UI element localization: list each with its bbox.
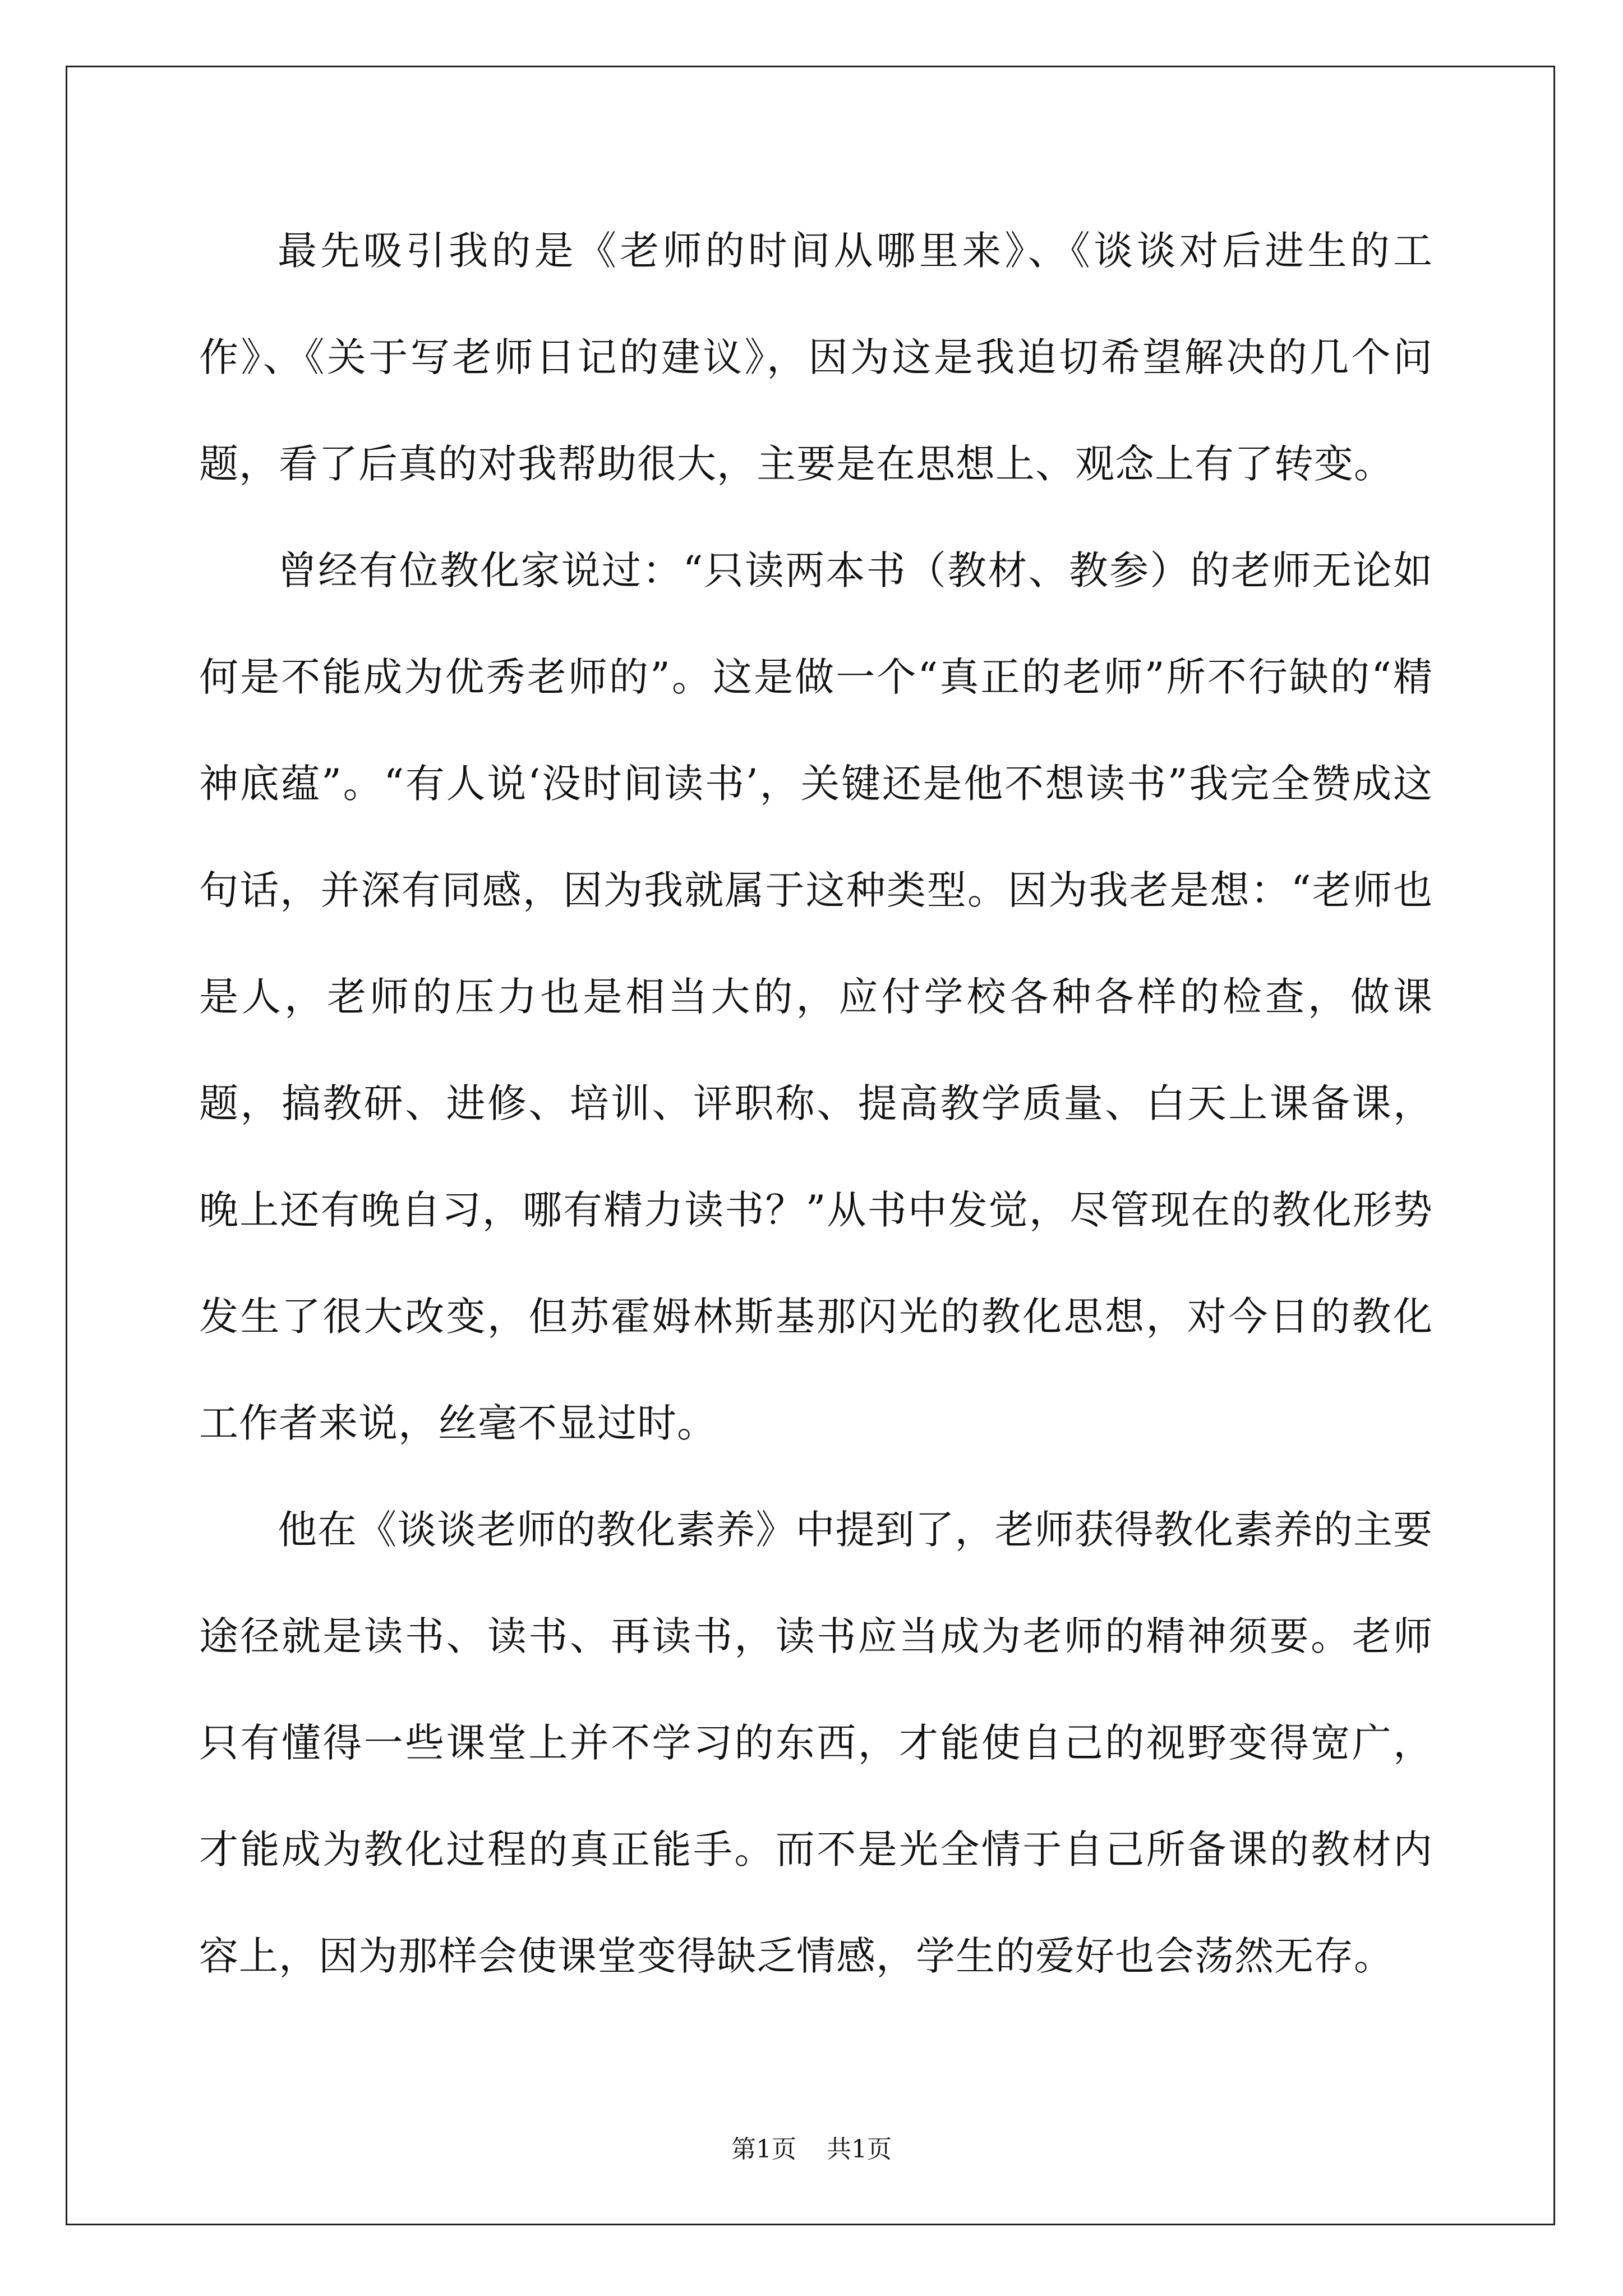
page-number-current: 第1页 (731, 2135, 796, 2164)
page-footer (0, 2129, 1623, 2165)
paragraph-3: 他在《谈谈老师的教化素养》中提到了，老师获得教化素养的主要途径就是读书、读书、再读书，读书应当成为老师的精神须要。老师只有懂得一些课堂上并不学习的东西，才能使自己的视野变得宽广，才能成为教化过程的真正能手。而不是光全情于自己所备课的教材内容上，因为那样会使课堂变得缺乏情感，学生的爱好也会荡然无存。 (199, 1507, 1433, 1979)
document-body (199, 197, 1433, 2009)
paragraph-2: 曾经有位教化家说过：“只读两本书（教材、教参）的老师无论如何是不能成为优秀老师的”。这是做一个“真正的老师”所不行缺的“精神底蕴”。“有人说‘没时间读书’，关键还是他不想读书”我完全赞成这句话，并深有同感，因为我就属于这种类型。因为我老是想：“老师也是人，老师的压力也是相当大的，应付学校各种各样的检查，做课题，搞教研、进修、培训、评职称、提高教学质量、白天上课备课，晚上还有晚自习，哪有精力读书？”从书中发觉，尽管现在的教化形势发生了很大改变，但苏霍姆林斯基那闪光的教化思想，对今日的教化工作者来说，丝毫不显过时。 (199, 547, 1433, 1446)
page-number-total: 共1页 (827, 2135, 892, 2164)
paragraph-1: 最先吸引我的是《老师的时间从哪里来》、《谈谈对后进生的工作》、《关于写老师日记的建议》，因为这是我迫切希望解决的几个问题，看了后真的对我帮助很大，主要是在思想上、观念上有了转变。 (199, 228, 1433, 487)
